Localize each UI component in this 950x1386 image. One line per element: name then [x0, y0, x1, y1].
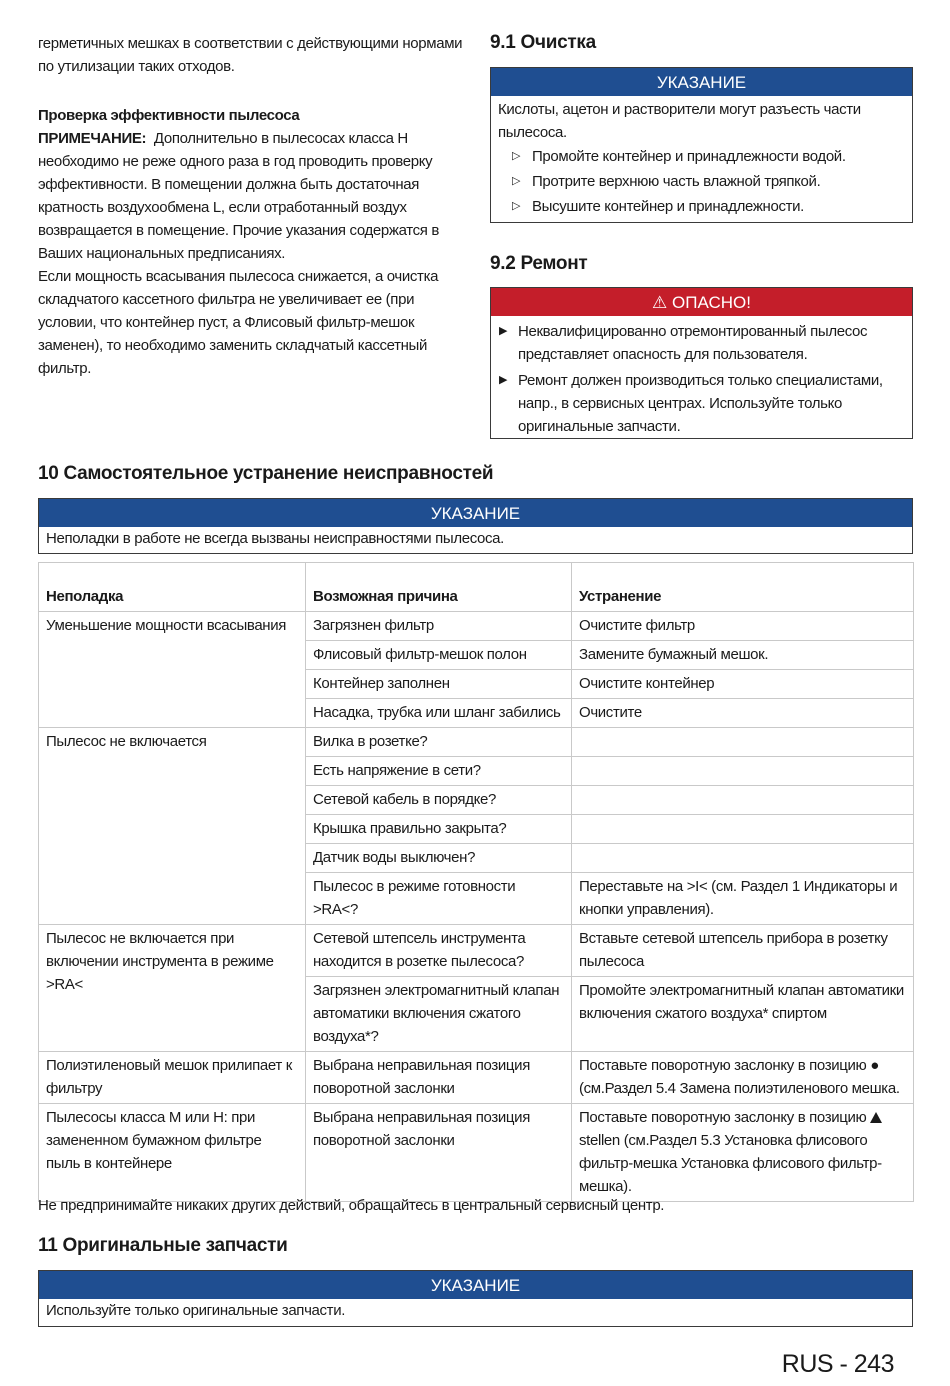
header-fix: Устранение: [572, 563, 914, 612]
left-column: [38, 32, 463, 380]
cleaning-step: [498, 194, 905, 219]
cleaning-step-text: Промойте контейнер и принадлежности водой.: [532, 148, 846, 165]
page-number: RUS - 243: [781, 1350, 894, 1378]
problem-cell: Уменьшение мощности всасывания: [39, 612, 306, 728]
service-center-note: Не предпринимайте никаких других действий, обращайтесь в центральный сервисный центр.: [38, 1197, 665, 1214]
danger-label: ОПАСНО!: [672, 293, 751, 312]
spare-parts-notice-text: Используйте только оригинальные запчасти.: [46, 1302, 346, 1319]
spare-parts-notice-header: УКАЗАНИЕ: [39, 1271, 912, 1299]
fix-cell: Очистите фильтр: [572, 612, 914, 641]
cause-cell: Выбрана неправильная позиция поворотной заслонки: [306, 1104, 572, 1202]
danger-body: [491, 316, 912, 438]
section-9-2-title: 9.2 Ремонт: [490, 253, 588, 274]
table-row: [39, 925, 914, 977]
filter-replace-text: Если мощность всасывания пылесоса снижается, а очистка складчатого кассетного фильтра не увеличивает ее (при условии, что контейнер пуст, а Флисовый фильтр-мешок заменен), то необходимо заменить складчатый кассетный фильтр.: [38, 268, 439, 377]
troubleshoot-notice-box: [38, 498, 913, 554]
bullet-icon: ▶: [499, 325, 508, 337]
cause-cell: Насадка, трубка или шланг забились: [306, 699, 572, 728]
step-marker-icon: ▷: [512, 175, 521, 187]
cleaning-step-text: Высушите контейнер и принадлежности.: [532, 198, 804, 215]
cause-cell: Загрязнен электромагнитный клапан автоматики включения сжатого воздуха*?: [306, 977, 572, 1052]
problem-cell: Полиэтиленовый мешок прилипает к фильтру: [39, 1052, 306, 1104]
header-problem: Неполадка: [39, 563, 306, 612]
danger-item: [491, 320, 906, 366]
danger-box: [490, 287, 913, 439]
fix-cell: [572, 1104, 914, 1202]
fix-text: stellen (см.Раздел 5.3 Установка флисового фильтр-мешка Установка флисового фильтр-мешка).: [579, 1132, 882, 1195]
fix-cell: Замените бумажный мешок.: [572, 641, 914, 670]
problem-cell: Пылесос не включается: [39, 728, 306, 925]
spare-parts-notice-box: [38, 1270, 913, 1327]
section-10-title: 10 Самостоятельное устранение неисправностей: [38, 463, 494, 484]
cause-cell: Датчик воды выключен?: [306, 844, 572, 873]
fix-cell: Очистите контейнер: [572, 670, 914, 699]
problem-cell: Пылесосы класса M или H: при замененном бумажном фильтре пыль в контейнере: [39, 1104, 306, 1202]
warning-icon: ⚠: [652, 293, 668, 312]
cause-cell: Крышка правильно закрыта?: [306, 815, 572, 844]
flap-position-triangle-icon: [870, 1112, 882, 1123]
fix-cell: [572, 757, 914, 786]
cause-cell: Сетевой штепсель инструмента находится в розетке пылесоса?: [306, 925, 572, 977]
cleaning-step: [498, 144, 905, 169]
disposal-text: герметичных мешках в соответствии с действующими нормами по утилизации таких отходов.: [38, 35, 463, 75]
cleaning-notice-body: [491, 96, 912, 223]
step-marker-icon: ▷: [512, 150, 521, 162]
cleaning-step: [498, 169, 905, 194]
troubleshoot-notice-text: Неполадки в работе не всегда вызваны неисправностями пылесоса.: [46, 530, 504, 547]
fix-cell: [572, 728, 914, 757]
danger-item: [491, 369, 906, 438]
header-cause: Возможная причина: [306, 563, 572, 612]
table-row: [39, 1104, 914, 1202]
efficiency-check-heading: Проверка эффективности пылесоса: [38, 107, 300, 124]
fix-cell: Поставьте поворотную заслонку в позицию ● (см.Раздел 5.4 Замена полиэтиленового мешка.: [572, 1052, 914, 1104]
cause-cell: Контейнер заполнен: [306, 670, 572, 699]
note-label: ПРИМЕЧАНИЕ:: [38, 130, 147, 147]
section-9-1-title: 9.1 Очистка: [490, 32, 596, 53]
cleaning-notice-header: УКАЗАНИЕ: [491, 68, 912, 96]
fix-cell: Переставьте на >I< (см. Раздел 1 Индикаторы и кнопки управления).: [572, 873, 914, 925]
troubleshooting-table: [38, 562, 914, 1202]
danger-item-text: Неквалифицированно отремонтированный пылесос представляет опасность для пользователя.: [518, 323, 868, 363]
efficiency-note: [38, 127, 463, 265]
troubleshoot-notice-header: УКАЗАНИЕ: [39, 499, 912, 527]
cause-cell: Вилка в розетке?: [306, 728, 572, 757]
step-marker-icon: ▷: [512, 200, 521, 212]
fix-cell: [572, 786, 914, 815]
cleaning-notice-box: [490, 67, 913, 223]
fix-cell: Очистите: [572, 699, 914, 728]
note-text: Дополнительно в пылесосах класса H необходимо не реже одного раза в год проводить проверку эффективности. В помещении должна быть достаточная кратность воздухообмена L, если отработанный воздух возвращается в помещение. Прочие указания содержатся в Ваших национальных предписаниях.: [38, 130, 439, 262]
cleaning-notice-text: Кислоты, ацетон и растворители могут разъесть части пылесоса.: [498, 101, 861, 141]
section-11-title: 11 Оригинальные запчасти: [38, 1235, 288, 1256]
cause-cell: Есть напряжение в сети?: [306, 757, 572, 786]
fix-text: Поставьте поворотную заслонку в позицию: [579, 1109, 867, 1126]
cause-cell: Пылесос в режиме готовности >RA<?: [306, 873, 572, 925]
table-row: [39, 728, 914, 757]
bullet-icon: ▶: [499, 374, 508, 386]
fix-cell: Промойте электромагнитный клапан автоматики включения сжатого воздуха* спиртом: [572, 977, 914, 1052]
cause-cell: Выбрана неправильная позиция поворотной заслонки: [306, 1052, 572, 1104]
table-header-row: [39, 563, 914, 612]
cleaning-step-text: Протрите верхнюю часть влажной тряпкой.: [532, 173, 821, 190]
cause-cell: Флисовый фильтр-мешок полон: [306, 641, 572, 670]
danger-item-text: Ремонт должен производиться только специалистами, напр., в сервисных центрах. Используйте только оригинальные запчасти.: [518, 372, 883, 435]
problem-cell: Пылесос не включается при включении инструмента в режиме >RA<: [39, 925, 306, 1052]
fix-cell: Вставьте сетевой штепсель прибора в розетку пылесоса: [572, 925, 914, 977]
cause-cell: Загрязнен фильтр: [306, 612, 572, 641]
fix-cell: [572, 815, 914, 844]
danger-header: [491, 288, 912, 316]
fix-cell: [572, 844, 914, 873]
table-row: [39, 1052, 914, 1104]
table-row: [39, 612, 914, 641]
cause-cell: Сетевой кабель в порядке?: [306, 786, 572, 815]
